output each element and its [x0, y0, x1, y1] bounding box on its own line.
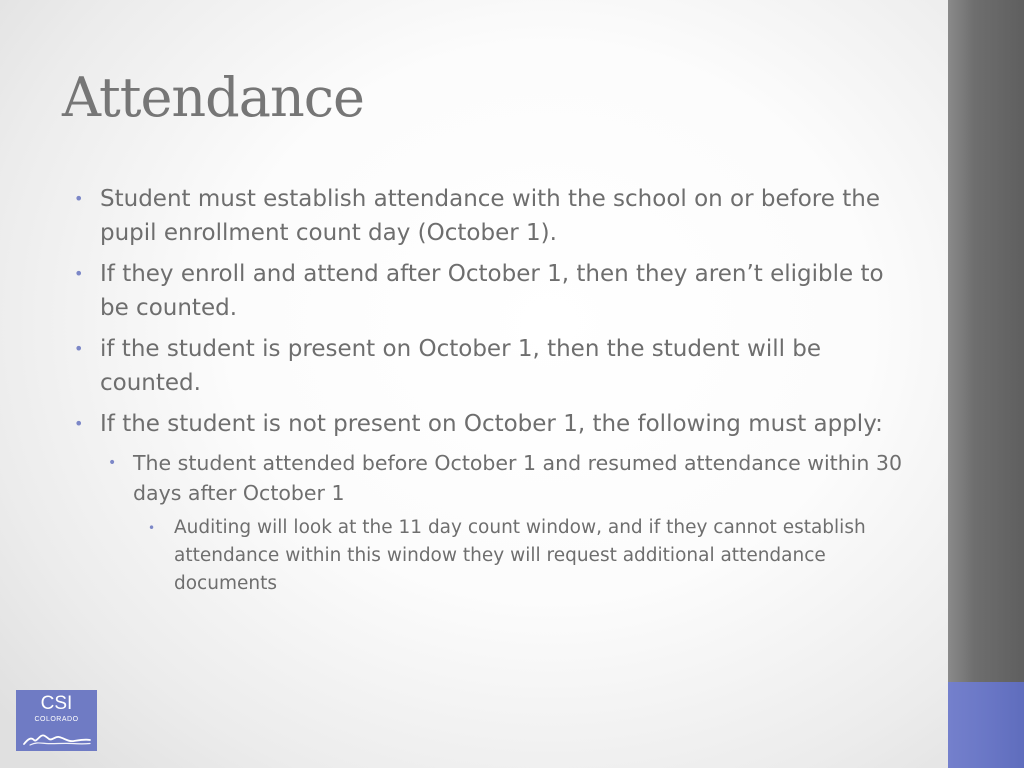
logo-name: CSI	[40, 693, 73, 714]
slide-title: Attendance	[62, 66, 364, 129]
logo-state: COLORADO	[34, 716, 79, 723]
bullet-item	[72, 332, 902, 400]
bullet-dot-icon: •	[148, 521, 156, 535]
bullet-list	[72, 182, 902, 598]
side-bar	[948, 0, 1024, 682]
bullet-dot-icon: •	[108, 455, 117, 471]
bullet-text: if the student is present on October 1, then the student will be counted.	[100, 336, 822, 396]
bullet-text: Student must establish attendance with the school on or before the pupil enrollment count day (October 1).	[100, 186, 880, 246]
bullet-text: If the student is not present on October 1, the following must apply:	[100, 411, 883, 437]
bullet-item	[72, 257, 902, 325]
bullet-dot-icon: •	[74, 339, 84, 358]
mountain-logo-icon	[22, 728, 92, 748]
bullet-dot-icon: •	[74, 189, 84, 208]
bullet-dot-icon: •	[74, 414, 84, 433]
sub-bullet-text: The student attended before October 1 and resumed attendance within 30 days after October 1	[133, 451, 902, 505]
bullet-text: If they enroll and attend after October 1, then they aren’t eligible to be counted.	[100, 261, 884, 321]
sub-sub-bullet-text: Auditing will look at the 11 day count window, and if they cannot establish attendance within this window they will request additional attendance documents	[174, 517, 866, 594]
side-accent-block	[948, 682, 1024, 768]
bullet-item	[72, 182, 902, 250]
bullet-item	[72, 407, 902, 441]
sub-bullet-item	[106, 448, 902, 508]
bullet-dot-icon: •	[74, 264, 84, 283]
sub-sub-bullet-item	[145, 514, 902, 598]
csi-colorado-logo	[16, 690, 97, 751]
